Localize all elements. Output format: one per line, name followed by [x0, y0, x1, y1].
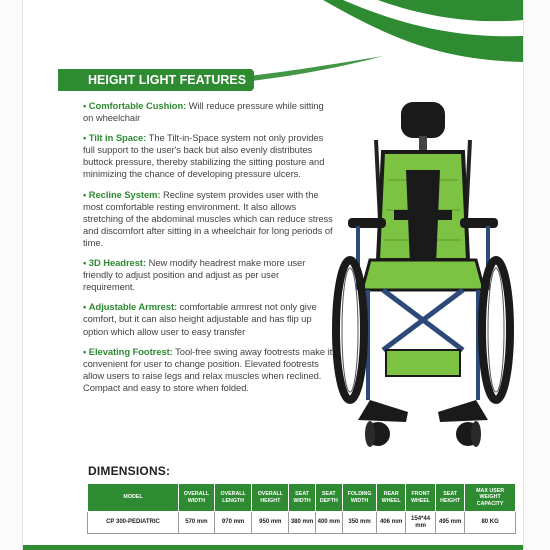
- column-header: FOLDING WIDTH: [342, 484, 376, 512]
- bullet-icon: •: [83, 188, 87, 200]
- banner-title: HEIGHT LIGHT FEATURES: [88, 73, 247, 87]
- feature-description: Will reduce pressure while sitting on wheelchair: [83, 100, 324, 124]
- feature-title: Elevating Footrest:: [88, 345, 173, 357]
- feature-title: Tilt in Space:: [88, 132, 147, 144]
- left-margin: [0, 0, 23, 550]
- feature-item-footrest: [83, 346, 333, 394]
- column-header: SEAT DEPTH: [315, 484, 342, 512]
- features-banner: [58, 69, 254, 91]
- column-header: SEAT HEIGHT: [436, 484, 465, 512]
- feature-description: Recline system provides user with the most comfortable resting environment. It also allows stretching of the abdominal muscles which can reduce stress and discomfort after sitting in a wheelchair for long periods of time.: [83, 188, 333, 248]
- feature-title: 3D Headrest:: [88, 257, 147, 269]
- table-row: [88, 512, 516, 534]
- feature-list: [83, 100, 333, 402]
- table-cell: CP 300-PEDIATRIC: [88, 512, 179, 534]
- feature-item-headrest: [83, 257, 333, 293]
- column-header: REAR WHEEL: [377, 484, 406, 512]
- bullet-icon: •: [83, 345, 87, 357]
- feature-title: Recline System:: [88, 188, 161, 200]
- table-cell: 350 mm: [342, 512, 376, 534]
- feature-title: Comfortable Cushion:: [88, 100, 187, 111]
- table-cell: 406 mm: [377, 512, 406, 534]
- table-cell: 80 KG: [465, 512, 516, 534]
- feature-item-cushion: [83, 100, 333, 124]
- wheelchair-photo: [328, 100, 518, 455]
- table-cell: 154*44 mm: [406, 512, 436, 534]
- table-cell: 950 mm: [252, 512, 289, 534]
- footer-bar: [23, 545, 523, 550]
- right-margin: [523, 0, 550, 550]
- feature-item-tilt: [83, 132, 333, 180]
- feature-item-armrest: [83, 301, 333, 337]
- feature-description: comfortable armrest not only give comfort, but it can also height adjustable and has flip up option which allow user to easy transfer: [83, 301, 317, 337]
- dimensions-table: [87, 483, 516, 534]
- column-header: OVERALL WIDTH: [179, 484, 215, 512]
- table-header-row: [88, 484, 516, 512]
- column-header: SEAT WIDTH: [289, 484, 315, 512]
- dimensions-title: DIMENSIONS:: [88, 464, 171, 478]
- column-header: FRONT WHEEL: [406, 484, 436, 512]
- feature-description: New modify headrest make more user friendly to adjust position and adjust as per user requirement.: [83, 257, 306, 293]
- feature-description: Tool-free swing away footrests make it convenient for user to change position. Elevated footrests allow users to raise legs and relax muscles when reclined. Compact and easy to store when folded.: [83, 345, 333, 393]
- bullet-icon: •: [83, 132, 87, 144]
- feature-description: The Tilt-in-Space system not only provides full support to the user's back but also evenly distributes buttock pressure, thereby stabilizing the sitting posture and minimizing the chance of developing pressure ulcers.: [83, 132, 325, 180]
- column-header: OVERALL HEIGHT: [252, 484, 289, 512]
- column-header: MAX USER WEIGHT CAPACITY: [465, 484, 516, 512]
- table-cell: 970 mm: [214, 512, 252, 534]
- table-cell: 400 mm: [315, 512, 342, 534]
- brochure-page: [23, 0, 523, 550]
- table-cell: 380 mm: [289, 512, 315, 534]
- column-header: MODEL: [88, 484, 179, 512]
- table-cell: 570 mm: [179, 512, 215, 534]
- feature-item-recline: [83, 189, 333, 249]
- bullet-icon: •: [83, 301, 87, 313]
- bullet-icon: •: [83, 100, 87, 111]
- bullet-icon: •: [83, 257, 87, 269]
- column-header: OVERALL LENGTH: [214, 484, 252, 512]
- feature-title: Adjustable Armrest:: [88, 301, 178, 313]
- table-cell: 495 mm: [436, 512, 465, 534]
